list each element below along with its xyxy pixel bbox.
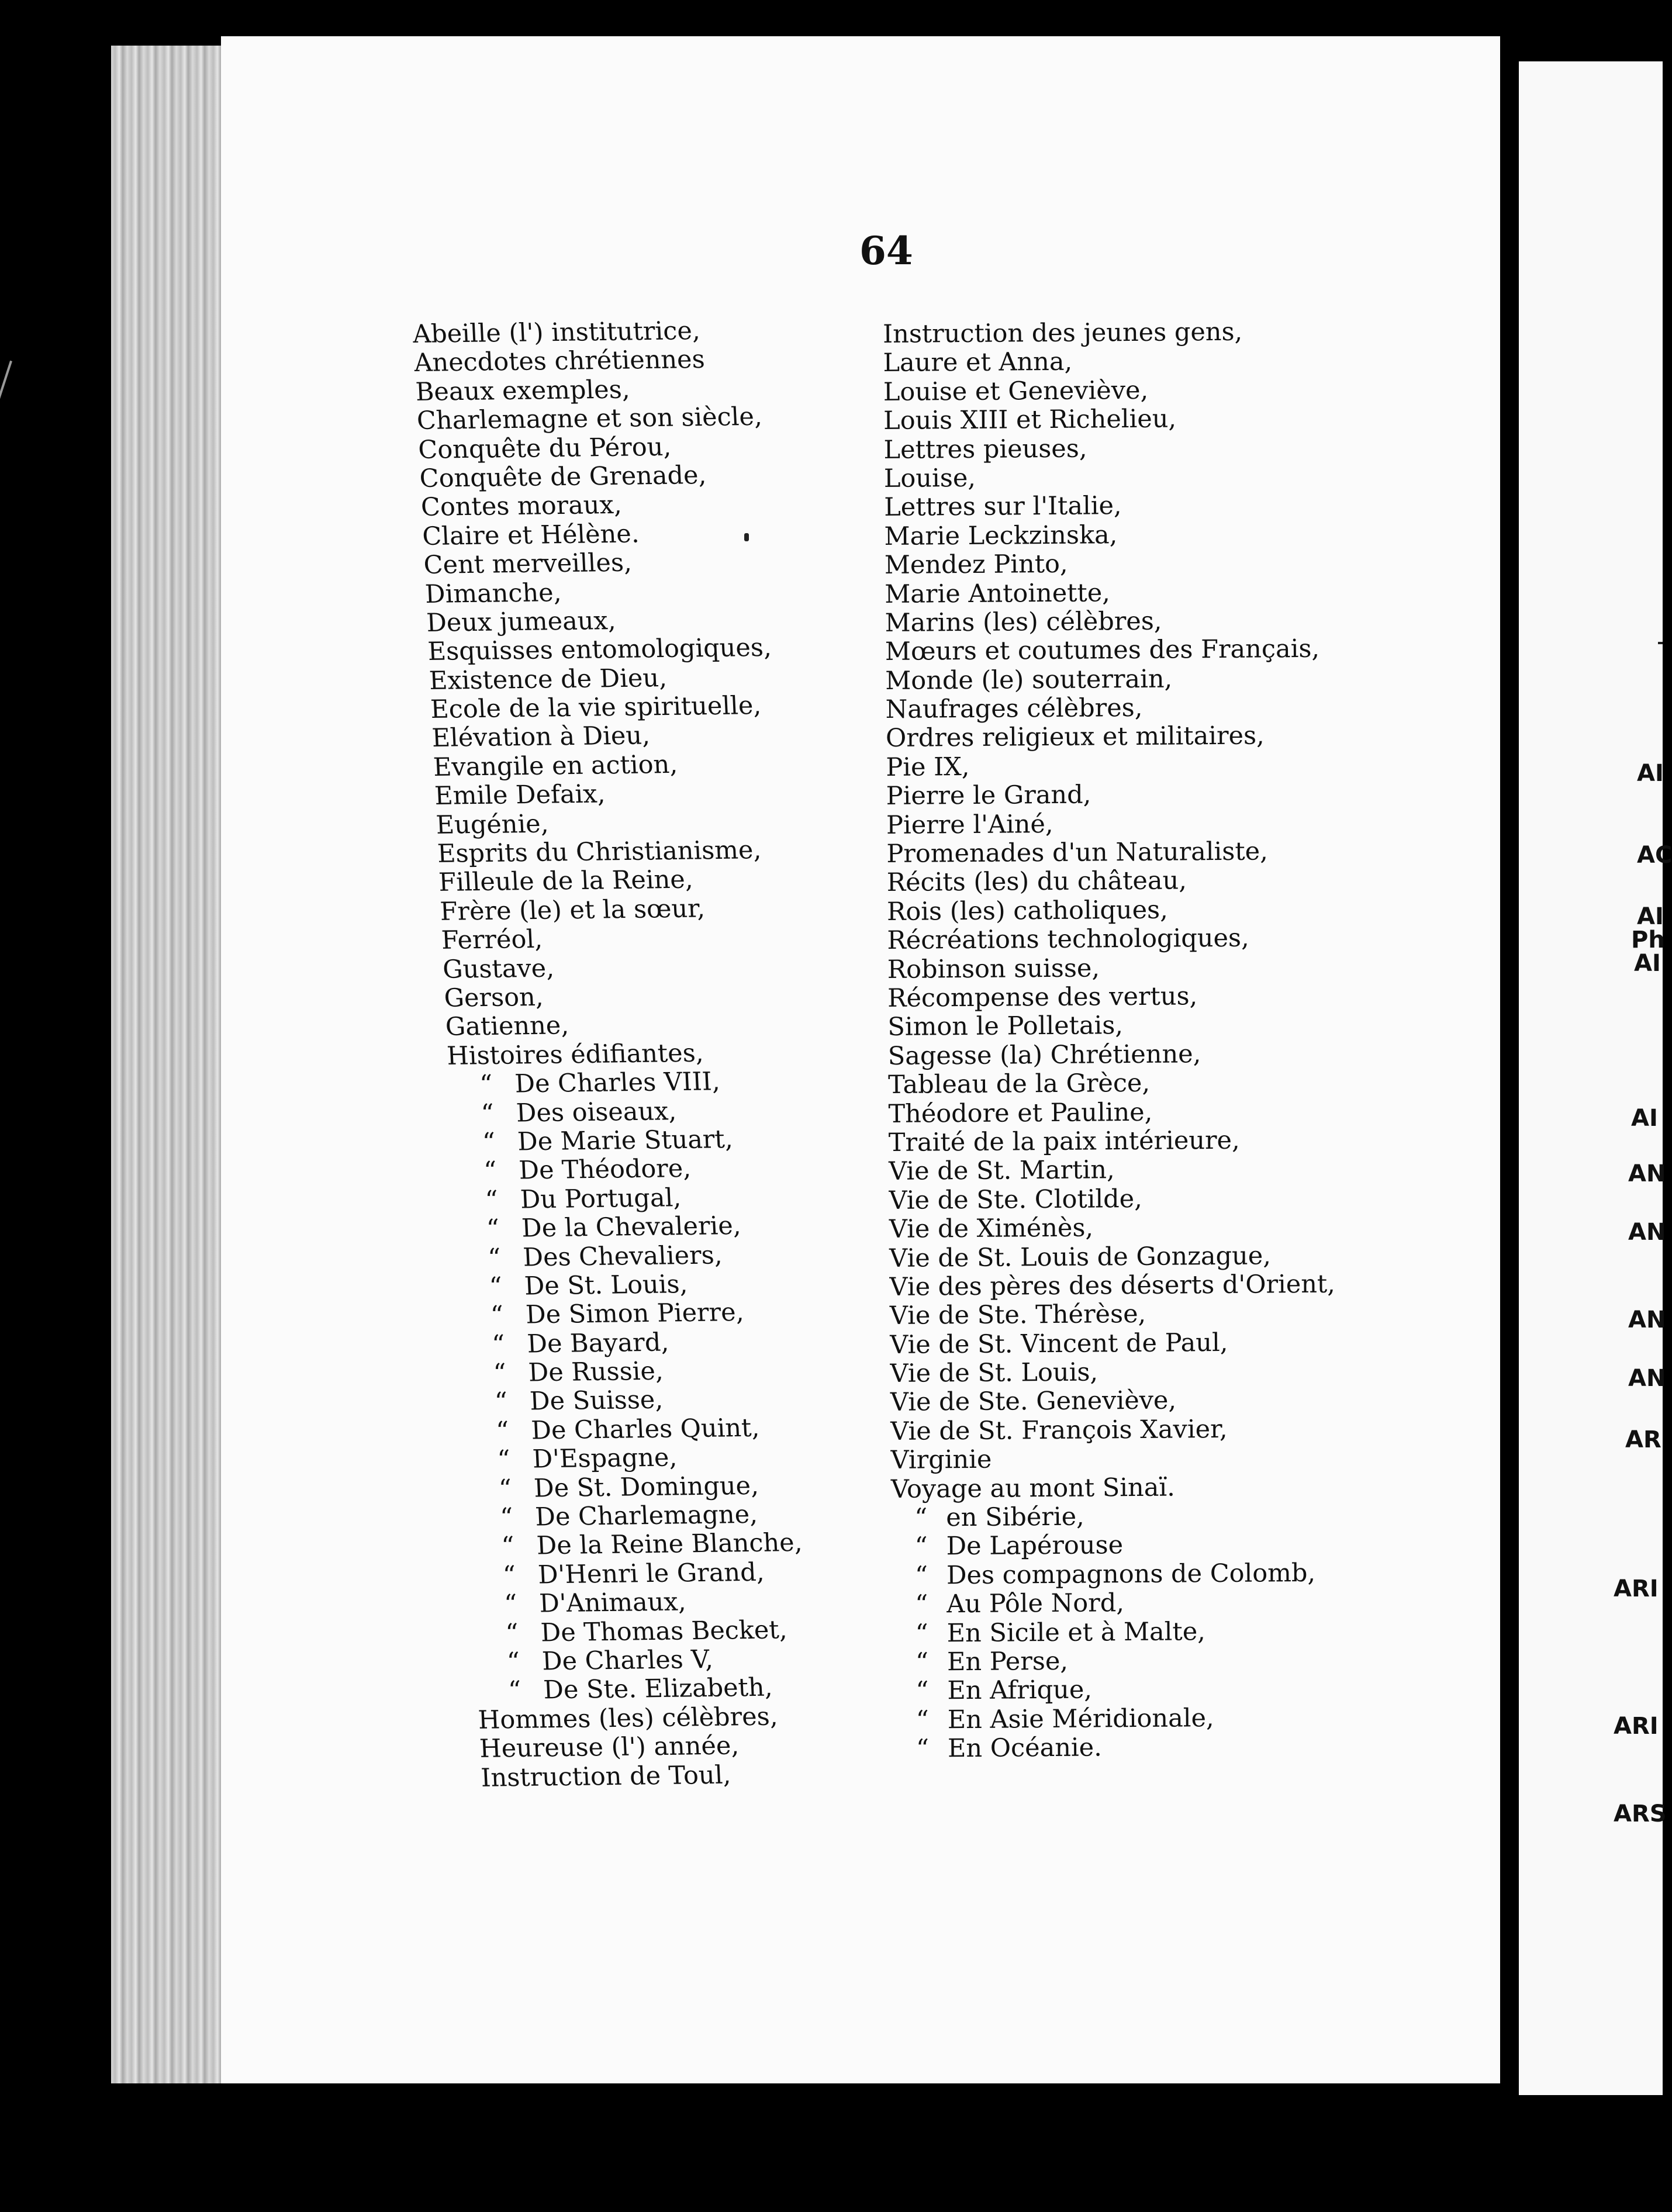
catalog-entry [887, 924, 1333, 956]
catalog-entry [423, 547, 770, 580]
catalog-entry [886, 808, 1332, 840]
ditto-mark: “ [916, 1734, 930, 1764]
entry-title: D'Espagne, [531, 1443, 678, 1474]
catalog-entry [462, 1384, 809, 1418]
page-fragment-text: AN [1628, 1160, 1666, 1187]
page-fragment-text: Ph [1631, 927, 1665, 953]
catalog-entry [474, 1615, 820, 1648]
entry-title: En Océanie. [947, 1733, 1102, 1764]
entry-title: Charlemagne et son siècle, [416, 402, 763, 436]
entry-title: Ordres religieux et militaires, [885, 721, 1265, 754]
entry-title: Sagesse (la) Chrétienne, [887, 1039, 1201, 1071]
page-fragment-text: ARI [1614, 1713, 1659, 1740]
entry-title: Gustave, [442, 953, 555, 984]
entry-title: Contes moraux, [420, 490, 623, 523]
catalog-entry [890, 1328, 1336, 1360]
catalog-entry [883, 317, 1329, 350]
catalog-entry [458, 1298, 805, 1331]
catalog-entry [889, 1270, 1335, 1302]
catalog-entry [892, 1646, 1338, 1678]
page-fragment-text: ARS [1614, 1800, 1667, 1827]
entry-title: en Sibérie, [946, 1502, 1084, 1533]
catalog-entry [455, 1240, 802, 1273]
catalog-entry [461, 1356, 808, 1389]
page-fragment-text: AC [1637, 842, 1672, 869]
catalog-entry [889, 1155, 1335, 1187]
entry-title: De St. Domingue, [533, 1471, 759, 1504]
entry-title: Claire et Hélène. [422, 519, 640, 551]
entry-title: Louise et Geneviève, [883, 375, 1149, 407]
catalog-entry [476, 1673, 823, 1706]
entry-title: Existence de Dieu, [428, 663, 668, 696]
ditto-mark: “ [483, 1156, 498, 1186]
book-page-edges [111, 46, 227, 2083]
entry-title: Vie de St. Louis de Gonzague, [889, 1240, 1272, 1273]
catalog-entry [890, 1357, 1336, 1389]
catalog-entry [887, 981, 1334, 1014]
ditto-mark: “ [916, 1705, 929, 1735]
entry-title: Ferréol, [440, 925, 543, 956]
catalog-entry [884, 462, 1330, 494]
catalog-entry [884, 490, 1330, 523]
ditto-mark: “ [480, 1098, 495, 1128]
entry-title: Simon le Polletais, [887, 1011, 1124, 1042]
catalog-entry [887, 866, 1333, 898]
entry-title: Théodore et Pauline, [888, 1097, 1153, 1129]
entry-title: Gatienne, [444, 1011, 570, 1042]
catalog-entry [449, 1095, 796, 1129]
entry-title: Récréations technologiques, [887, 923, 1249, 956]
page-fragment-text: AI [1631, 1105, 1658, 1132]
entry-title: Ecole de la vie spirituelle, [430, 691, 762, 725]
catalog-entry [446, 1038, 793, 1071]
entry-title: Vie de Ximénès, [889, 1213, 1094, 1245]
ditto-mark: “ [915, 1589, 928, 1619]
page-fragment-text: AR [1625, 1426, 1661, 1453]
catalog-entry [479, 1731, 825, 1764]
catalog-entry [478, 1702, 824, 1735]
entry-title: De Théodore, [518, 1154, 692, 1186]
catalog-entry [475, 1644, 821, 1678]
entry-title: De St. Louis, [523, 1269, 689, 1301]
entry-title: Du Portugal, [519, 1183, 682, 1215]
ditto-mark: “ [502, 1560, 517, 1590]
page-fragment-text: AN [1628, 1365, 1666, 1392]
entry-title: En Perse, [946, 1646, 1069, 1677]
catalog-entry [480, 1760, 827, 1793]
entry-title: Monde (le) souterrain, [885, 664, 1173, 696]
entry-title: En Asie Méridionale, [947, 1703, 1214, 1735]
ditto-mark: “ [506, 1647, 521, 1677]
ditto-mark: “ [487, 1243, 502, 1273]
entry-title: De Suisse, [529, 1385, 664, 1416]
page-number: 64 [859, 228, 913, 274]
ditto-mark: “ [914, 1532, 928, 1562]
catalog-entry [440, 894, 786, 927]
entry-title: Au Pôle Nord, [946, 1588, 1125, 1619]
catalog-entry [889, 1241, 1335, 1273]
entry-title: Instruction de Toul, [480, 1760, 732, 1793]
entry-title: Elévation à Dieu, [431, 721, 651, 754]
catalog-entry [422, 518, 768, 551]
entry-title: Heureuse (l') année, [479, 1731, 740, 1764]
catalog-entry [452, 1153, 799, 1187]
entry-title: Emile Defaix, [434, 779, 606, 811]
ditto-mark: “ [505, 1618, 520, 1648]
page-fragment-text: ARI [1614, 1575, 1659, 1602]
entry-title: Promenades d'un Naturaliste, [886, 837, 1268, 869]
catalog-entry [469, 1529, 816, 1562]
entry-title: Vie de Ste. Clotilde, [889, 1184, 1142, 1215]
catalog-entry [892, 1558, 1338, 1591]
entry-title: Pierre l'Ainé, [886, 809, 1053, 840]
entry-title: Frère (le) et la sœur, [439, 894, 706, 927]
catalog-entry [472, 1587, 818, 1620]
entry-title: De Charlemagne, [534, 1499, 758, 1532]
catalog-entry [453, 1182, 800, 1215]
catalog-entry [893, 1703, 1339, 1735]
entry-title: De la Reine Blanche, [536, 1528, 803, 1561]
catalog-entry [891, 1501, 1337, 1533]
catalog-entry [889, 1212, 1335, 1245]
ditto-mark: “ [494, 1387, 509, 1417]
entry-title: Conquête du Pérou, [417, 432, 672, 465]
entry-title: Rois (les) catholiques, [886, 895, 1168, 927]
entry-title: Naufrages célèbres, [885, 693, 1143, 725]
catalog-entry [885, 693, 1331, 725]
catalog-entry [460, 1326, 806, 1360]
entry-title: Vie de St. François Xavier, [890, 1414, 1228, 1446]
entry-title: Histoires édifiantes, [446, 1038, 704, 1071]
entry-title: D'Henri le Grand, [537, 1557, 765, 1590]
entry-title: Vie de Ste. Geneviève, [890, 1385, 1177, 1418]
entry-title: Eugénie, [435, 809, 550, 840]
catalog-entry [885, 663, 1331, 696]
catalog-entry [883, 433, 1329, 465]
entry-title: De Simon Pierre, [525, 1298, 745, 1330]
catalog-entry [887, 894, 1333, 927]
catalog-entry [441, 922, 787, 956]
catalog-entry [450, 1125, 797, 1158]
entry-title: Lettres sur l'Italie, [884, 491, 1122, 523]
catalog-entry [448, 1067, 794, 1100]
catalog-entry [892, 1616, 1338, 1648]
entry-title: Vie de St. Vincent de Paul, [890, 1328, 1228, 1360]
catalog-entry [417, 431, 764, 465]
catalog-entry [430, 692, 776, 725]
entry-title: Des Chevaliers, [522, 1240, 723, 1272]
ditto-mark: “ [503, 1589, 518, 1619]
entry-title: Lettres pieuses, [883, 434, 1087, 465]
catalog-entry [444, 980, 790, 1014]
entry-title: Vie de St. Louis, [890, 1357, 1098, 1389]
catalog-entry [889, 1183, 1335, 1215]
catalog-entry [889, 1126, 1335, 1158]
catalog-entry [890, 1414, 1336, 1446]
catalog-entry [426, 605, 772, 638]
catalog-entry [885, 606, 1331, 638]
ditto-mark: “ [496, 1445, 512, 1475]
entry-title: Marie Antoinette, [885, 578, 1111, 609]
entry-title: Instruction des jeunes gens, [882, 317, 1243, 349]
entry-title: Pie IX, [886, 752, 970, 782]
catalog-entry [888, 1097, 1334, 1129]
entry-title: Louise, [883, 463, 976, 493]
right-page-edge [1519, 61, 1663, 2095]
catalog-entry [885, 548, 1331, 580]
entry-title: Conquête de Grenade, [419, 460, 707, 493]
catalog-entry [890, 1443, 1336, 1475]
catalog-entry [883, 346, 1329, 378]
entry-title: Vie de St. Martin, [888, 1155, 1115, 1187]
catalog-entry [887, 952, 1334, 984]
entry-title: Virginie [890, 1444, 992, 1475]
entry-title: Deux jumeaux, [426, 606, 617, 638]
catalog-column-right [883, 317, 1339, 1764]
ditto-mark: “ [488, 1271, 503, 1302]
catalog-entry [454, 1211, 801, 1245]
ditto-mark: “ [915, 1619, 928, 1648]
ditto-mark: “ [486, 1214, 500, 1244]
entry-title: Esprits du Christianisme, [436, 835, 762, 869]
entry-title: Pierre le Grand, [886, 780, 1091, 811]
entry-title: Beaux exemples, [414, 375, 631, 407]
catalog-entry [883, 404, 1329, 436]
ditto-mark: “ [915, 1647, 929, 1677]
catalog-entry [465, 1442, 812, 1475]
page-fragment-text: AI [1637, 760, 1664, 787]
catalog-column-left [412, 316, 827, 1793]
catalog-entry [892, 1588, 1338, 1620]
entry-title: Abeille (l') institutrice, [412, 316, 701, 349]
ditto-mark: “ [482, 1127, 496, 1157]
catalog-entry [442, 951, 789, 984]
catalog-entry [457, 1269, 804, 1302]
entry-title: Filleule de la Reine, [438, 865, 694, 898]
entry-title: De Charles V, [541, 1644, 714, 1677]
catalog-entry [438, 865, 785, 898]
ditto-mark: “ [499, 1502, 514, 1533]
entry-title: En Afrique, [947, 1675, 1093, 1706]
catalog-entry [419, 461, 766, 494]
ditto-mark: “ [507, 1676, 522, 1706]
catalog-entry [890, 1299, 1336, 1331]
entry-title: Gerson, [443, 982, 544, 1013]
entry-title: De Marie Stuart, [517, 1124, 734, 1157]
catalog-entry [885, 635, 1331, 667]
ditto-mark: “ [490, 1301, 505, 1330]
entry-title: Vie des pères des déserts d'Orient, [889, 1269, 1336, 1302]
catalog-entry [885, 577, 1331, 609]
catalog-entry [884, 519, 1330, 551]
entry-title: De Charles Quint, [530, 1413, 761, 1446]
catalog-entry [412, 316, 759, 350]
catalog-entry [467, 1471, 813, 1504]
entry-title: Récompense des vertus, [887, 981, 1198, 1013]
entry-title: De Russie, [527, 1356, 664, 1388]
margin-dash [1658, 642, 1663, 644]
entry-title: Mendez Pinto, [884, 549, 1068, 580]
catalog-entry [886, 837, 1332, 869]
entry-title: Robinson suisse, [887, 953, 1100, 984]
ditto-mark: “ [495, 1416, 510, 1446]
entry-title: Traité de la paix intérieure, [888, 1125, 1240, 1157]
entry-title: Marins (les) célèbres, [885, 606, 1162, 638]
catalog-entry [891, 1472, 1337, 1504]
catalog-entry [464, 1413, 810, 1446]
entry-title: Dimanche, [424, 578, 562, 609]
catalog-entry [468, 1500, 814, 1533]
catalog-entry [415, 374, 762, 407]
page-fragment-text: AI [1634, 950, 1661, 977]
entry-title: Evangile en action, [432, 749, 679, 782]
catalog-entry [886, 721, 1332, 754]
entry-title: De Lapérouse [946, 1530, 1124, 1561]
ditto-mark: “ [484, 1185, 499, 1215]
page-fragment-text: AI [1637, 903, 1664, 930]
entry-title: Cent merveilles, [423, 548, 633, 580]
catalog-entry [892, 1674, 1338, 1706]
catalog-entry [416, 403, 763, 436]
catalog-entry [471, 1557, 817, 1591]
ditto-mark: “ [916, 1676, 929, 1706]
ditto-mark: “ [479, 1070, 493, 1100]
catalog-entry [420, 489, 767, 523]
ditto-mark: “ [500, 1532, 516, 1561]
entry-title: De Ste. Elizabeth, [543, 1673, 773, 1705]
catalog-entry [886, 779, 1332, 811]
entry-title: Esquisses entomologiques, [427, 633, 772, 667]
catalog-entry [888, 1039, 1334, 1071]
page-fragment-text: AN [1628, 1307, 1666, 1333]
catalog-entry [887, 1010, 1334, 1042]
ditto-mark: “ [498, 1474, 513, 1504]
catalog-entry [413, 345, 760, 378]
scan-mark [0, 361, 29, 412]
catalog-entry [890, 1385, 1336, 1418]
catalog-entry [429, 662, 775, 696]
catalog-entry [445, 1009, 792, 1042]
catalog-entry [431, 720, 778, 754]
entry-title: D'Animaux, [538, 1587, 687, 1619]
entry-title: Voyage au mont Sinaï. [890, 1473, 1175, 1504]
ditto-mark: “ [914, 1561, 928, 1591]
catalog-entry [886, 751, 1332, 783]
entry-title: Des compagnons de Colomb, [946, 1558, 1316, 1591]
entry-title: Vie de Ste. Thérèse, [889, 1299, 1146, 1331]
entry-title: Tableau de la Grèce, [887, 1068, 1151, 1100]
entry-title: De Bayard, [526, 1328, 670, 1359]
entry-title: De Thomas Becket, [540, 1615, 788, 1648]
catalog-entry [427, 634, 774, 667]
ditto-mark: “ [491, 1329, 506, 1359]
entry-title: Mœurs et coutumes des Français, [885, 634, 1320, 667]
catalog-entry [433, 749, 779, 783]
catalog-entry [437, 836, 783, 869]
entry-title: Louis XIII et Richelieu, [883, 404, 1177, 436]
catalog-entry [434, 778, 780, 811]
catalog-entry [883, 375, 1329, 407]
catalog-entry [436, 807, 782, 840]
entry-title: Laure et Anna, [883, 347, 1073, 378]
entry-title: Marie Leckzinska, [884, 520, 1118, 551]
catalog-entry [891, 1530, 1337, 1562]
page-fragment-text: AN [1628, 1219, 1666, 1246]
catalog-entry [888, 1068, 1334, 1100]
ditto-mark: “ [492, 1359, 507, 1388]
catalog-entry [424, 576, 771, 609]
catalog-entry [893, 1732, 1339, 1764]
ditto-mark: “ [914, 1503, 928, 1533]
entry-title: De Charles VIII, [514, 1067, 721, 1099]
entry-title: Récits (les) du château, [886, 866, 1187, 898]
entry-title: De la Chevalerie, [521, 1211, 742, 1243]
entry-title: Hommes (les) célèbres, [477, 1702, 779, 1735]
entry-title: Des oiseaux, [515, 1096, 678, 1128]
entry-title: Anecdotes chrétiennes [413, 345, 706, 378]
entry-title: En Sicile et à Malte, [946, 1616, 1206, 1648]
